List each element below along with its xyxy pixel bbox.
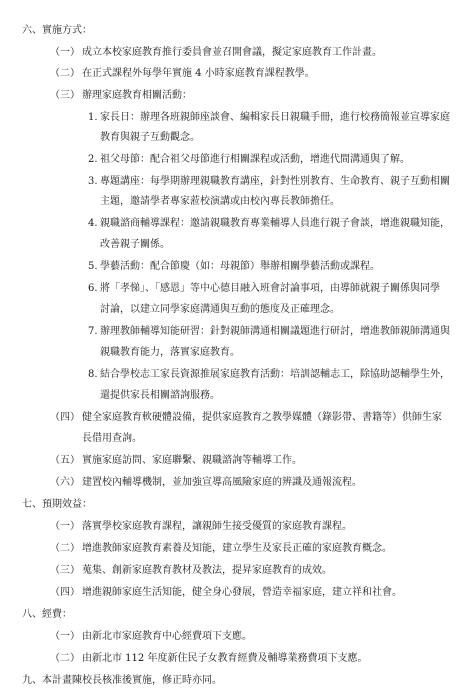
section-7-sub-3-text: 蒐集、創新家庭教育教材及教法，提昇家庭教育的成效。 xyxy=(82,565,332,576)
item-6-line-2: 討論，以建立同學家庭溝通與互動的態度及正確理念。 xyxy=(100,304,340,315)
section-7-title: 七、預期效益： xyxy=(22,499,92,510)
section-9-title: 九、本計畫陳校長核准後實施，修正時亦同。 xyxy=(22,675,222,686)
section-6-sub-5-line-1: 實施家庭訪問、家庭聯繫、親職諮詢等輔導工作。 xyxy=(82,455,302,466)
item-4-line-2: 改善親子關係。 xyxy=(100,239,170,250)
section-6-sub-2-text: 在正式課程外每學年實施 4 小時家庭教育課程教學。 xyxy=(82,68,315,79)
item-3-line-2: 主題，邀請學者專家蒞校演講或由校內專長教師擔任。 xyxy=(100,196,340,207)
section-7-sub-2-text: 增進教師家庭教育素養及知能，建立學生及家長正確的家庭教育概念。 xyxy=(82,543,392,554)
item-7-line-1: 辦理教師輔導知能研習：針對親師溝通相關議題進行研討，增進教師親師溝通與 xyxy=(100,326,450,337)
section-6-sub-4-num: （四） xyxy=(50,412,80,423)
item-3-num: 3. xyxy=(88,176,98,187)
item-2-line-1: 祖父母節：配合祖父母節進行相關課程或活動，增進代間溝通與了解。 xyxy=(100,154,410,165)
item-7-num: 7. xyxy=(88,326,98,337)
section-8-sub-1-text: 由新北市家庭教育中心經費項下支應。 xyxy=(82,631,252,642)
item-2-num: 2. xyxy=(88,154,98,165)
item-7-line-2: 親職教育能力，落實家庭教育。 xyxy=(100,347,240,358)
section-7-sub-4-text: 增進親師家庭生活知能，健全身心發展，營造幸福家庭，建立祥和社會。 xyxy=(82,587,402,598)
section-6-sub-3-text: 辦理家庭教育相關活動： xyxy=(82,90,192,101)
item-1-line-2: 教育與親子互動觀念。 xyxy=(100,132,200,143)
section-6-sub-6-num: （六） xyxy=(50,477,80,488)
item-6-num: 6. xyxy=(88,283,98,294)
section-8-sub-2-text: 由新北市 112 年度新住民子女教育經費及輔導業務費項下支應。 xyxy=(82,653,368,664)
section-6-sub-1-text: 成立本校家庭教育推行委員會並召開會議，擬定家庭教育工作計畫。 xyxy=(82,47,382,58)
section-7-sub-3-num: （三） xyxy=(50,565,80,576)
section-7-sub-1-num: （一） xyxy=(50,521,80,532)
item-6-line-1: 將「孝悌」、「感恩」等中心德目融入班會討論事項，由導師就親子關係與同學 xyxy=(100,283,440,294)
section-6-sub-1-num: （一） xyxy=(50,47,80,58)
section-8-sub-1-num: （一） xyxy=(50,631,80,642)
section-7-sub-4-num: （四） xyxy=(50,587,80,598)
section-8-sub-2-num: （二） xyxy=(50,653,80,664)
section-6-sub-3-num: （三） xyxy=(50,90,80,101)
item-8-num: 8. xyxy=(88,369,98,380)
section-6-sub-4-line-1: 健全家庭教育軟硬體設備，提供家庭教育之教學媒體（錄影帶、書籍等）供師生家 xyxy=(82,412,442,423)
item-5-num: 5. xyxy=(88,261,98,272)
item-5-line-1: 學藝活動：配合節慶（如：母親節）舉辦相關學藝活動或課程。 xyxy=(100,261,380,272)
item-4-num: 4. xyxy=(88,218,98,229)
section-6-title: 六、實施方式： xyxy=(22,25,92,36)
section-8-title: 八、經費： xyxy=(22,609,72,620)
section-7-sub-1-text: 落實學校家庭教育課程，讓親師生接受優質的家庭教育課程。 xyxy=(82,521,352,532)
item-8-line-1: 結合學校志工家長資源推展家庭教育活動：培訓認輔志工，除協助認輔學生外， xyxy=(100,369,450,380)
item-4-line-1: 親職諮商輔導課程：邀請親職教育專業輔導人員進行親子會談，增進親職知能， xyxy=(100,218,450,229)
section-6-sub-2-num: （二） xyxy=(50,68,80,79)
item-3-line-1: 專題講座：每學期辦理親職教育講座，針對性別教育、生命教育、親子互動相關 xyxy=(100,176,450,187)
section-6-sub-4-line-2: 長借用查詢。 xyxy=(82,433,142,444)
section-6-sub-5-num: （五） xyxy=(50,455,80,466)
section-6-sub-6-line-1: 建置校內輔導機制，並加強宣導高風險家庭的辨識及通報流程。 xyxy=(82,477,362,488)
section-7-sub-2-num: （二） xyxy=(50,543,80,554)
item-8-line-2: 還提供家長相關諮詢服務。 xyxy=(100,390,220,401)
item-1-line-1: 家長日：辦理各班親師座談會、編輯家長日親職手冊，進行校務簡報並宣導家庭 xyxy=(100,112,450,123)
item-1-num: 1. xyxy=(88,112,98,123)
